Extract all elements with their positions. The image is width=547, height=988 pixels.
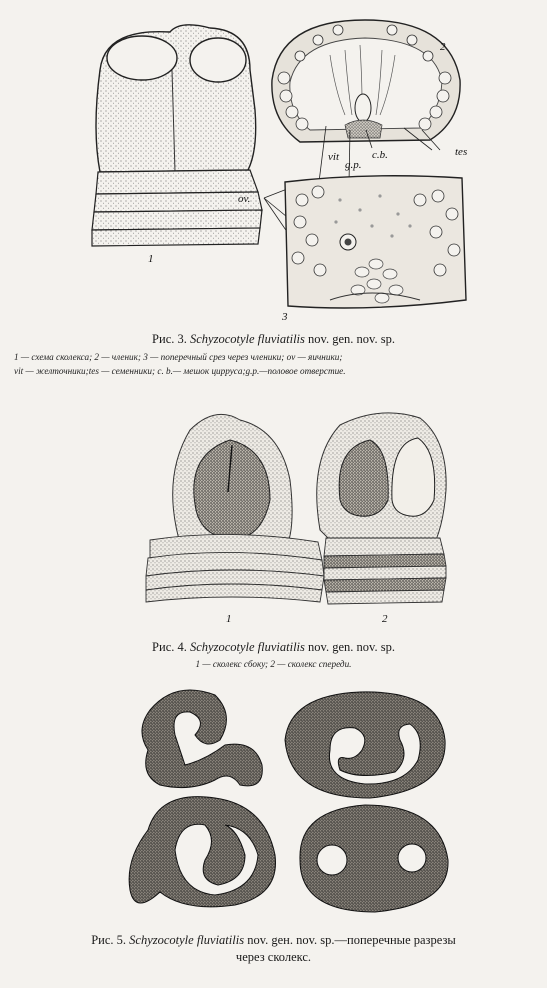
- fig4-caption-suffix: nov. gen. nov. sp.: [308, 640, 395, 654]
- fig3-caption-suffix: nov. gen. nov. sp.: [308, 332, 395, 346]
- fig5-section-top-right: [285, 692, 445, 798]
- fig5-caption-prefix: Рис. 5.: [91, 933, 127, 947]
- figure-3: [0, 0, 547, 330]
- fig3-panel-label-1: 1: [148, 253, 154, 265]
- figure-4-legend: 1 — сколекс сбоку; 2 — сколекс спереди.: [195, 659, 352, 669]
- fig5-section-bottom-left: [129, 797, 275, 907]
- figure-3-legend-line-2: vit — желточники;tes — семенники; c. b.— мешок циррусa;g.p.—половое отверстие.: [14, 366, 346, 376]
- fig4-panel-label-1: 1: [226, 613, 232, 625]
- fig3-caption-prefix: Рис. 3.: [152, 332, 187, 346]
- figure-4-drawing: [0, 400, 547, 640]
- figure-5-caption: [0, 933, 547, 948]
- fig3-caption-species: Schyzocotyle fluviatilis: [190, 332, 305, 346]
- fig4-scolex-front: [317, 413, 446, 625]
- figure-4-caption: [0, 640, 547, 655]
- figure-4: [0, 400, 547, 640]
- fig5-caption-suffix: nov. geн. nov. sp.—поперечные разрезы: [247, 933, 456, 947]
- fig3-label-tes: tes: [455, 146, 468, 158]
- fig5-caption-species: Schyzocotyle fluviatilis: [129, 933, 245, 947]
- fig3-label-cb: c.b.: [372, 149, 388, 161]
- figure-3-caption: [0, 332, 547, 347]
- fig4-caption-species: Schyzocotyle fluviatilis: [190, 640, 305, 654]
- figure-5: [0, 680, 547, 930]
- fig5-section-bottom-right: [300, 805, 448, 912]
- fig3-panel-label-3: 3: [282, 311, 288, 323]
- fig3-label-vit: vit: [328, 151, 339, 163]
- figure-5-caption-line-2: через сколекс.: [235, 950, 312, 964]
- fig3-scolex-schema: [92, 25, 262, 265]
- fig3-cross-section: [281, 176, 466, 323]
- fig3-panel-label-2: 2: [440, 41, 446, 53]
- figure-3-drawing: [0, 0, 547, 330]
- figure-5-drawing: [0, 680, 547, 930]
- fig4-caption-prefix: Рис. 4.: [152, 640, 187, 654]
- fig5-section-top-left: [142, 690, 262, 788]
- fig3-label-gp: g.p.: [345, 159, 362, 171]
- fig3-label-ov: ov.: [238, 193, 251, 205]
- fig4-scolex-side: [146, 414, 324, 625]
- fig3-proglottid: [272, 20, 460, 142]
- fig4-panel-label-2: 2: [382, 613, 388, 625]
- figure-3-legend-line-1: 1 — схема сколекса; 2 — членик; 3 — поперечный срез через членики; ov — яичники;: [14, 352, 343, 362]
